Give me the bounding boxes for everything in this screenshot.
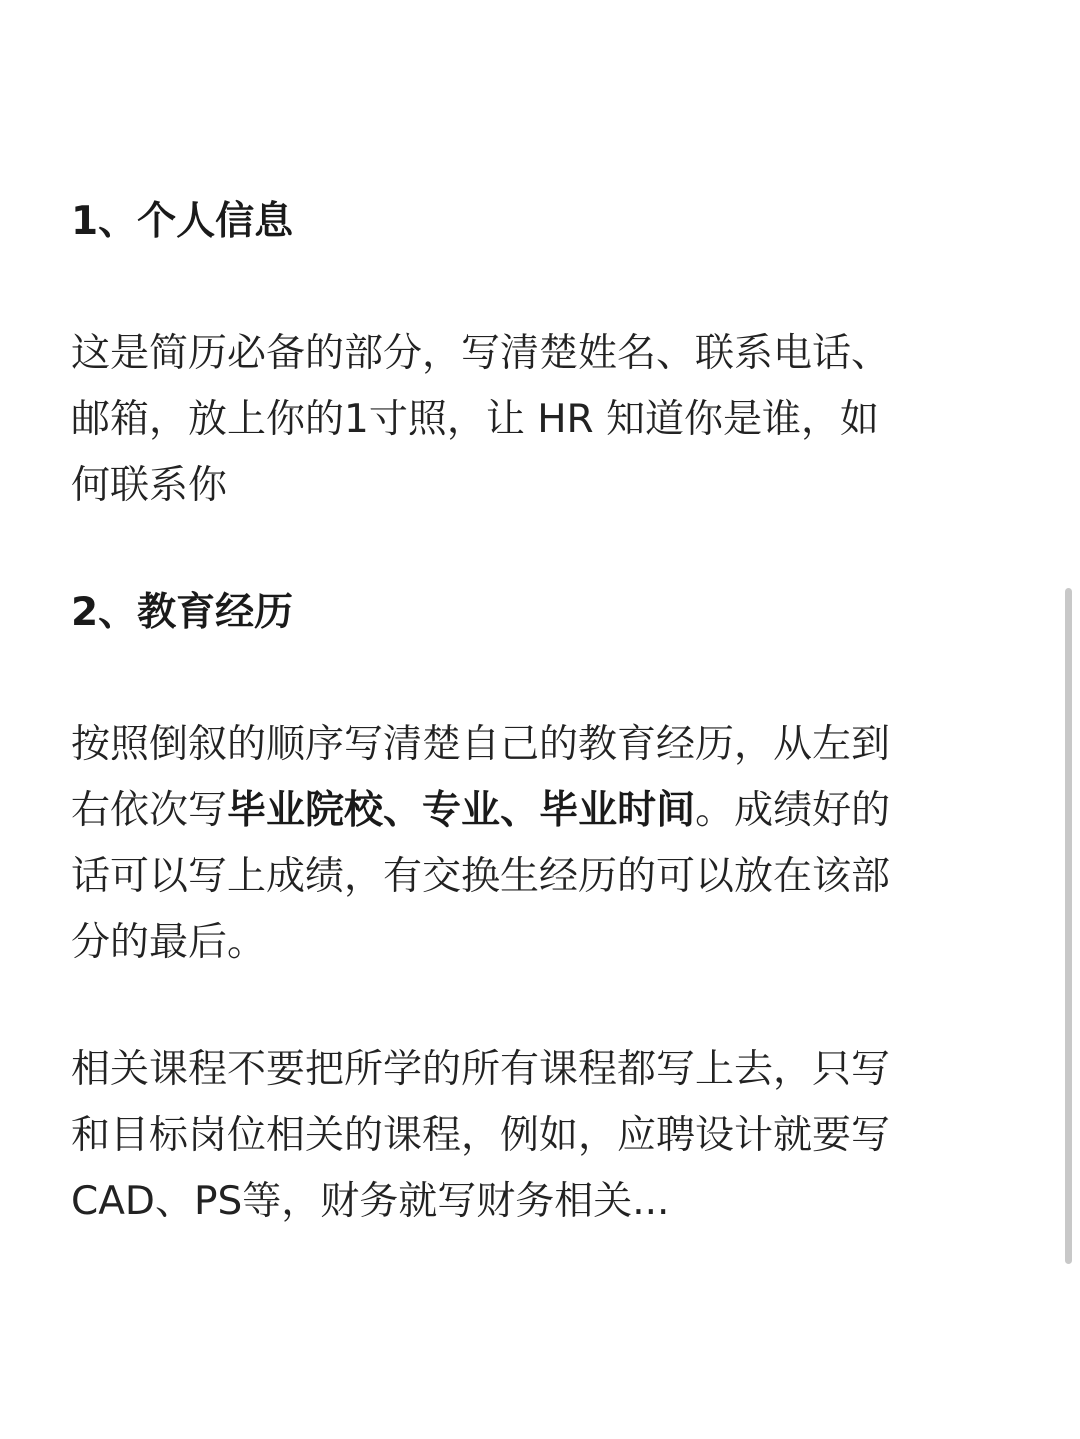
text-line: 分的最后。 — [71, 920, 267, 965]
emphasis-separator: 、 — [383, 788, 423, 833]
text-segment: 。成绩好的 — [695, 788, 891, 833]
text-line: 这是简历必备的部分，写清楚姓名、联系电话、 — [71, 331, 891, 376]
paragraph-personal-info — [71, 321, 991, 519]
text-line: CAD、PS等，财务就写财务相关... — [71, 1179, 670, 1224]
text-line: 话可以写上成绩，有交换生经历的可以放在该部 — [71, 854, 891, 899]
emphasis-graduate-school: 毕业院校 — [227, 788, 384, 833]
text-line: 邮箱，放上你的1寸照，让 HR 知道你是谁，如 — [71, 397, 880, 442]
text-line: 和目标岗位相关的课程，例如，应聘设计就要写 — [71, 1113, 891, 1158]
text-line: 按照倒叙的顺序写清楚自己的教育经历，从左到 — [71, 722, 891, 767]
paragraph-related-courses — [71, 1037, 991, 1235]
emphasis-major: 专业 — [422, 788, 501, 833]
text-line: 何联系你 — [71, 463, 228, 508]
paragraph-education-order — [71, 712, 991, 976]
text-line: 相关课程不要把所学的所有课程都写上去，只写 — [71, 1047, 891, 1092]
emphasis-separator: 、 — [500, 788, 540, 833]
section-heading-personal-info: 1、个人信息 — [71, 199, 294, 244]
emphasis-graduation-date: 毕业时间 — [539, 788, 696, 833]
text-segment: 右依次写 — [71, 788, 228, 833]
text-line-with-emphasis — [71, 778, 991, 844]
vertical-scrollbar[interactable] — [1065, 588, 1072, 1264]
section-heading-education: 2、教育经历 — [71, 590, 294, 635]
